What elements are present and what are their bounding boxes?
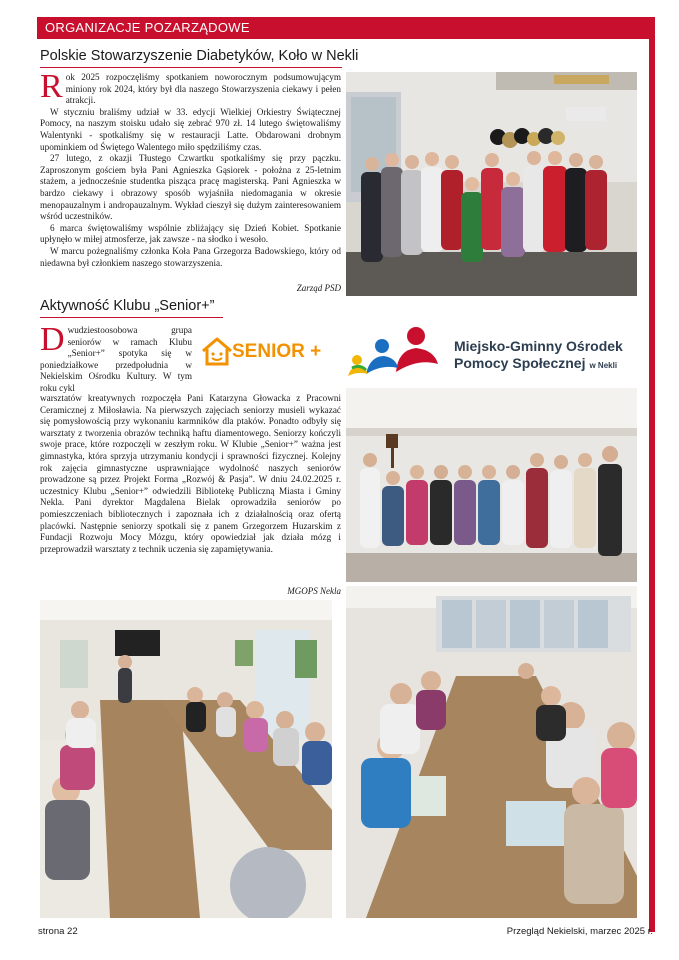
page-edge-stripe — [649, 17, 655, 932]
article2-title-rule — [40, 317, 223, 318]
article1-paragraph-2: W styczniu braliśmy udział w 33. edycji Wielkiej Orkiestry Świątecznej Pomocy, na naszym stoisku udało się zebrać 970 zł. 14 lutego świętowaliśmy Walentynki - spotkaliśmy się w restauracji Latte. Obdarowani drobnym upominkiem od Świętego Walentego miło spędziliśmy czas. — [40, 106, 341, 152]
page-number: strona 22 — [38, 926, 78, 937]
group-photo-diabetes-association — [346, 72, 637, 296]
article1-signature: Zarząd PSD — [296, 283, 341, 293]
article2-body-narrow — [40, 321, 192, 395]
article1-paragraph-1: ok 2025 rozpoczęliśmy spotkaniem noworocznym podsumowującym miniony rok 2024, który był dla naszego Stowarzyszenia ciekawy i pełen atrakcji. — [65, 72, 341, 106]
seniors-bird-feeders-photo — [346, 388, 637, 582]
section-header-bar — [37, 17, 655, 39]
article2-title: Aktywność Klubu „Senior+” — [40, 298, 215, 314]
article2-paragraph-1a: wudziestoosobowa grupa seniorów w ramach Klubu „Senior+” spotyka się w poniedziałkowe przedpołudnia w Nekielskim Ośrodku Kultury. W tym roku cykl — [40, 325, 192, 393]
mgops-logo — [346, 324, 636, 384]
article2-body-wide — [40, 393, 341, 555]
library-visit-photo — [40, 600, 332, 918]
senior-plus-logo-text: SENIOR + — [232, 341, 322, 362]
article1-paragraph-4: 6 marca świętowaliśmy wspólnie zbliżający się Dzień Kobiet. Spotkanie upłynęło w miłej atmosferze, jak zawsze - na słodko i wesoło. — [40, 222, 341, 245]
mgops-name-line1: Miejsko-Gminny Ośrodek — [454, 338, 623, 354]
section-label: ORGANIZACJE POZARZĄDOWE — [45, 20, 250, 35]
mgops-name-suffix: w Nekli — [589, 361, 618, 370]
article1-paragraph-5: W marcu pożegnaliśmy członka Koła Pana Grzegorza Badowskiego, który od niedawna był członkiem naszego stowarzyszenia. — [40, 245, 341, 268]
mgops-name-line2: Pomocy Społecznej — [454, 355, 586, 371]
diamond-painting-workshop-photo — [346, 586, 637, 918]
house-icon — [200, 336, 234, 368]
senior-plus-logo — [200, 336, 330, 368]
publication-name: Przegląd Nekielski, marzec 2025 r. — [506, 926, 653, 937]
mgops-emblem-icon — [346, 324, 441, 382]
article2-signature: MGOPS Nekla — [287, 586, 341, 596]
article1-body — [40, 68, 341, 269]
article2-paragraph-1b: warsztatów kreatywnych rozpoczęła Pani Katarzyna Głowacka z Pracowni Ceramicznej z Miłosławia. Na pierwszych zajęciach seniorzy musieli wykazać się pomysłowością przy wykonaniu karmników dla ptaków. Ponadto odbyły się warsztaty z tworzenia obrazów techniką haftu diamentowego. Seniorzy kończyli swoje prace, które rozpoczęli w zeszłym roku. W Klubie „Senior+” ważna jest gimnastyka, która sprzyja utrzymaniu kondycji i sprawności fizycznej. Kolejny rok zajęcia gimnastyczne usprawniające wydolność naszych seniorów prowadzone są przez Projekt Forma „Rozwój & Pasja”. W dniu 24.02.2025 r. uczestnicy Klubu „Senior+” odwiedzili Bibliotekę Publiczną Miasta i Gminy Nekla. Pani dyrektor Magdalena Bielak oprowadziła seniorów po pomieszczeniach bibliotecznych i zapoznała ich z działalnością oraz ofertą placówki. Następnie seniorzy spotkali się z panem Grzegorzem Huzarskim z Fundacji Rozwoju Mocy Mózgu, który opowiedział jak działa mózg i przeprowadził warsztaty z technik uczenia się zapamiętywania. — [40, 393, 341, 554]
article1-dropcap: R — [40, 68, 63, 105]
article1-title-rule — [40, 67, 342, 68]
mgops-name-line2-wrap — [454, 355, 617, 373]
article1-title: Polskie Stowarzyszenie Diabetyków, Koło w Nekli — [40, 48, 359, 64]
article2-dropcap: D — [40, 321, 65, 358]
article1-paragraph-3: 27 lutego, z okazji Tłustego Czwartku spotkaliśmy się przy pączku. Zaproszonym gościem była Pani Agnieszka Gąsiorek - położna z 25-letnim stażem, a jednocześnie studentka pisząca pracę magisterską. Pani Agnieszka w bardzo ciekawy i obrazowy sposób wyjaśniła niedomagania w okresie menopauzalnym i andropauzalnym. Wykład cieszył się dużym zainteresowaniem wśród uczestników. — [40, 153, 341, 222]
